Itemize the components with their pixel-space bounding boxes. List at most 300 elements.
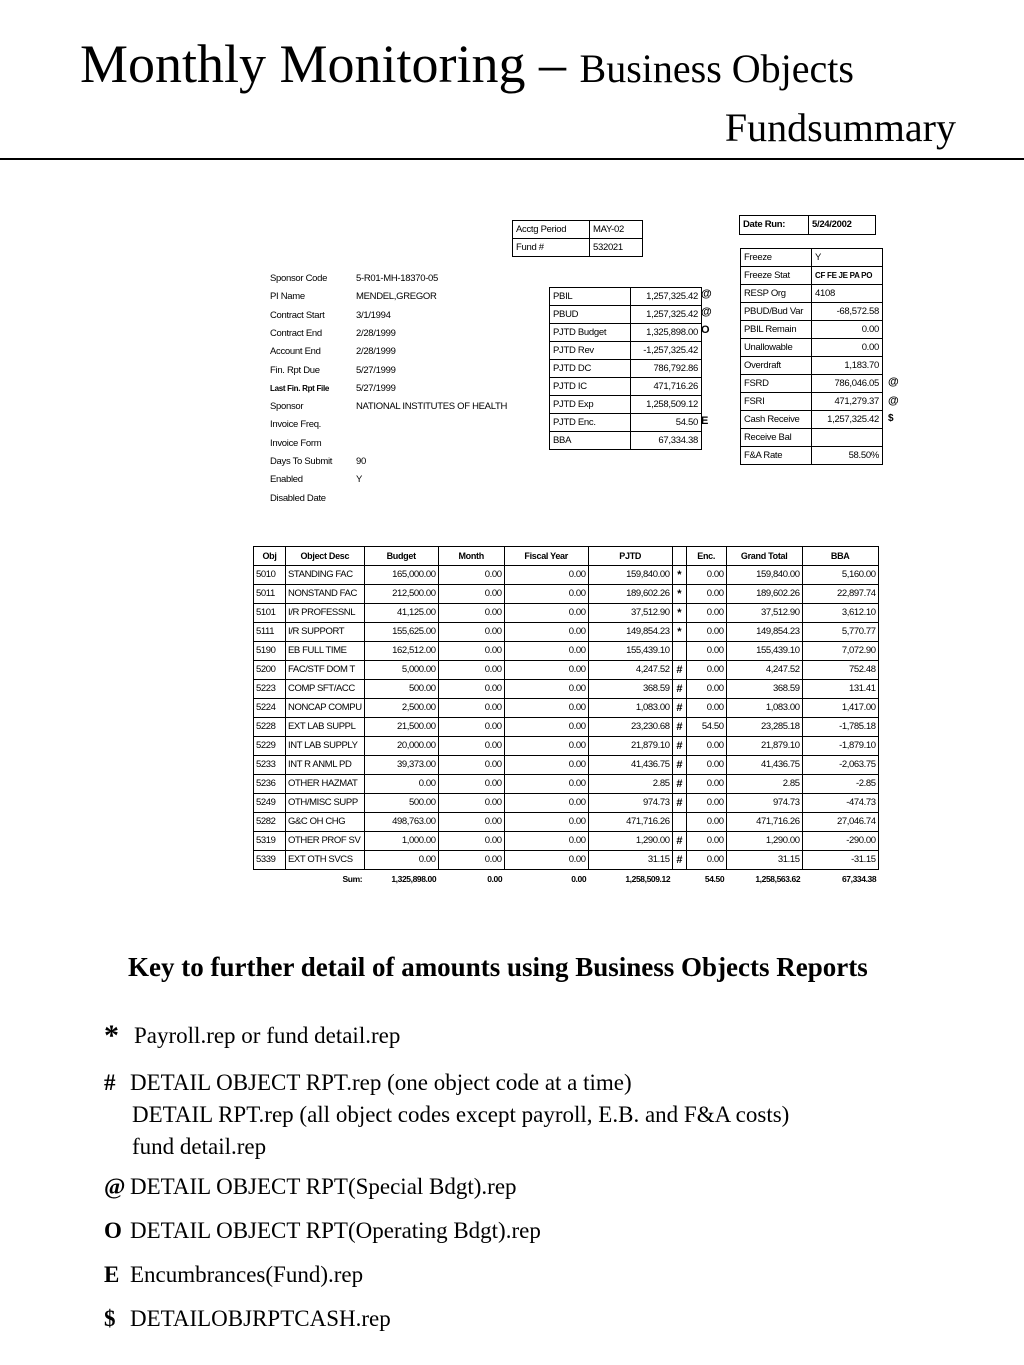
table-cell: 0.00	[438, 832, 504, 851]
fund-value: 532021	[590, 239, 643, 257]
table-cell: 149,854.23	[726, 623, 802, 642]
table-cell: 974.73	[588, 794, 672, 813]
table-cell: 21,879.10	[588, 737, 672, 756]
table-cell: 189,602.26	[588, 585, 672, 604]
table-cell: 159,840.00	[726, 566, 802, 585]
table-cell: NONSTAND FAC	[286, 585, 365, 604]
budget-row	[550, 396, 702, 414]
table-cell: 5282	[254, 813, 286, 832]
detail-key-mark: *	[672, 566, 686, 585]
table-row	[254, 680, 879, 699]
detail-key-mark: #	[672, 680, 686, 699]
table-cell: -31.15	[802, 851, 878, 870]
table-cell: 0.00	[504, 756, 588, 775]
budget-value: 67,334.38	[631, 432, 702, 450]
table-cell: 5249	[254, 794, 286, 813]
detail-key-mark	[672, 813, 686, 832]
key-item	[104, 1020, 400, 1052]
detail-key-mark: #	[672, 775, 686, 794]
column-header: PJTD	[588, 547, 672, 566]
table-cell: 0.00	[504, 623, 588, 642]
table-cell: 39,373.00	[364, 756, 438, 775]
status-value-text: 1,257,325.42	[827, 413, 879, 425]
date-run-table	[739, 215, 876, 235]
period-row	[513, 221, 643, 239]
table-cell: 0.00	[504, 642, 588, 661]
status-row	[741, 303, 883, 321]
sum-row	[254, 870, 879, 889]
sum-cell	[672, 870, 686, 889]
table-cell: 0.00	[504, 566, 588, 585]
table-cell: NONCAP COMPU	[286, 699, 365, 718]
detail-key-mark: *	[672, 604, 686, 623]
budget-label: PJTD Enc.	[550, 414, 631, 432]
status-row	[741, 447, 883, 465]
key-description: Encumbrances(Fund).rep	[130, 1262, 364, 1287]
table-cell: 0.00	[504, 585, 588, 604]
table-cell: 0.00	[686, 775, 726, 794]
table-cell: 0.00	[686, 832, 726, 851]
detail-key-mark: @	[701, 288, 712, 300]
status-value	[812, 267, 883, 285]
budget-label: BBA	[550, 432, 631, 450]
status-row	[741, 249, 883, 267]
column-header: Fiscal Year	[504, 547, 588, 566]
status-value-text: 471,279.37	[834, 395, 879, 407]
table-cell: 0.00	[504, 604, 588, 623]
detail-key-mark: #	[672, 794, 686, 813]
fund-label: Fund #	[513, 239, 590, 257]
status-row	[741, 375, 883, 393]
table-cell: -2.85	[802, 775, 878, 794]
table-cell: 4,247.52	[588, 661, 672, 680]
table-cell: 159,840.00	[588, 566, 672, 585]
table-cell: 189,602.26	[726, 585, 802, 604]
sponsor-field-label: Sponsor Code	[270, 273, 328, 284]
table-cell: 23,230.68	[588, 718, 672, 737]
status-label: F&A Rate	[741, 447, 812, 465]
key-symbol: E	[104, 1262, 120, 1287]
sponsor-field-label: Disabled Date	[270, 492, 326, 504]
key-symbol: *	[104, 1019, 119, 1052]
table-cell: 5111	[254, 623, 286, 642]
status-value-text: 0.00	[861, 341, 879, 353]
table-cell: 0.00	[504, 699, 588, 718]
table-cell: 1,290.00	[726, 832, 802, 851]
date-run-label: Date Run:	[740, 216, 809, 235]
table-row	[254, 737, 879, 756]
table-cell: 5200	[254, 661, 286, 680]
status-value-text: 58.50	[848, 449, 871, 461]
key-title: Key to further detail of amounts using Business Objects Reports	[128, 952, 868, 982]
table-cell: 0.00	[364, 851, 438, 870]
table-cell: 37,512.90	[726, 604, 802, 623]
sum-cell: 67,334.38	[841, 874, 877, 884]
table-cell: 155,625.00	[364, 623, 438, 642]
table-cell: 37,512.90	[588, 604, 672, 623]
status-row	[741, 411, 883, 429]
table-cell: 0.00	[686, 851, 726, 870]
table-cell: 498,763.00	[364, 813, 438, 832]
table-cell: 0.00	[686, 642, 726, 661]
sponsor-field-label: PI Name	[270, 291, 305, 303]
detail-key-mark: #	[672, 718, 686, 737]
budget-value: 1,257,325.42	[631, 306, 702, 324]
sponsor-field-value: Y	[356, 474, 363, 486]
table-cell: 22,897.74	[802, 585, 878, 604]
object-detail-table	[253, 546, 879, 888]
detail-key-mark	[672, 642, 686, 661]
budget-value: 786,792.86	[631, 360, 702, 378]
table-row	[254, 699, 879, 718]
table-cell: FAC/STF DOM T	[286, 661, 365, 680]
table-cell: 0.00	[438, 794, 504, 813]
sum-cell: 54.50	[704, 874, 725, 884]
page-title	[80, 34, 854, 99]
period-value: MAY-02	[590, 221, 643, 239]
table-cell: 0.00	[686, 794, 726, 813]
table-cell: 0.00	[438, 813, 504, 832]
detail-key-mark: @	[888, 394, 899, 407]
table-cell: 0.00	[504, 851, 588, 870]
table-cell: 500.00	[364, 794, 438, 813]
table-cell: 0.00	[686, 566, 726, 585]
table-cell: 5224	[254, 699, 286, 718]
sum-cell: 1,258,509.12	[625, 874, 671, 884]
title-main-text: Monthly Monitoring	[80, 34, 526, 94]
table-cell: 0.00	[438, 756, 504, 775]
detail-key-mark: $	[888, 412, 894, 424]
table-cell: 368.59	[726, 680, 802, 699]
table-cell: 0.00	[686, 813, 726, 832]
status-label: PBUD/Bud Var	[741, 303, 812, 321]
table-cell: INT LAB SUPPLY	[286, 737, 365, 756]
table-row	[254, 851, 879, 870]
table-cell: 0.00	[504, 832, 588, 851]
title-divider	[0, 158, 1024, 160]
table-cell: 0.00	[438, 680, 504, 699]
title-sub-text: Business Objects	[579, 46, 854, 91]
table-cell: 0.00	[438, 661, 504, 680]
status-row	[741, 267, 883, 285]
table-cell: I/R SUPPORT	[286, 623, 365, 642]
sum-cell	[254, 870, 286, 889]
table-cell: OTH/MISC SUPP	[286, 794, 365, 813]
title-line2: Fundsummary	[724, 105, 956, 150]
percent-sign: %	[870, 449, 879, 461]
period-label: Acctg Period	[513, 221, 590, 239]
status-value	[812, 393, 883, 411]
column-header	[672, 547, 686, 566]
key-item	[104, 1303, 391, 1335]
table-cell: 4,247.52	[726, 661, 802, 680]
detail-key-mark: #	[672, 699, 686, 718]
status-value	[812, 429, 883, 447]
table-cell: 5223	[254, 680, 286, 699]
budget-label: PBUD	[550, 306, 631, 324]
table-cell: 5236	[254, 775, 286, 794]
table-row	[254, 794, 879, 813]
table-cell: 1,083.00	[588, 699, 672, 718]
table-cell: 752.48	[802, 661, 878, 680]
status-value-text: 786,046.05	[834, 377, 879, 389]
sponsor-field-value: 5/27/1999	[356, 382, 396, 394]
table-cell: OTHER HAZMAT	[286, 775, 365, 794]
budget-row	[550, 324, 702, 342]
table-cell: 0.00	[686, 699, 726, 718]
budget-row	[550, 342, 702, 360]
table-cell: 0.00	[504, 680, 588, 699]
table-cell: 41,436.75	[726, 756, 802, 775]
sponsor-field-label: Fin. Rpt Due	[270, 364, 320, 376]
status-label: RESP Org	[741, 285, 812, 303]
table-cell: 131.41	[802, 680, 878, 699]
budget-row	[550, 360, 702, 378]
table-cell: 0.00	[438, 566, 504, 585]
table-cell: 0.00	[438, 737, 504, 756]
key-description: Payroll.rep or fund detail.rep	[134, 1023, 401, 1048]
detail-key-mark: *	[672, 585, 686, 604]
table-cell: EB FULL TIME	[286, 642, 365, 661]
key-description: DETAIL OBJECT RPT(Operating Bdgt).rep	[130, 1218, 541, 1243]
key-item	[104, 1171, 517, 1203]
table-cell: 0.00	[686, 604, 726, 623]
sum-cell: 1,325,898.00	[391, 874, 437, 884]
key-description: fund detail.rep	[132, 1134, 267, 1159]
table-cell: COMP SFT/ACC	[286, 680, 365, 699]
status-row	[741, 429, 883, 447]
key-description: DETAIL OBJECT RPT(Special Bdgt).rep	[130, 1174, 517, 1199]
sponsor-field-value: 5/27/1999	[356, 364, 396, 376]
budget-label: PJTD Exp	[550, 396, 631, 414]
key-description: DETAIL RPT.rep (all object codes except payroll, E.B. and F&A costs)	[132, 1102, 790, 1127]
status-value	[812, 375, 883, 393]
budget-label: PJTD Budget	[550, 324, 631, 342]
table-cell: 5319	[254, 832, 286, 851]
key-description: DETAILOBJRPTCASH.rep	[130, 1306, 391, 1331]
column-header: Grand Total	[726, 547, 802, 566]
table-row	[254, 585, 879, 604]
table-cell: 2.85	[588, 775, 672, 794]
table-row	[254, 566, 879, 585]
status-label: Unallowable	[741, 339, 812, 357]
key-item	[104, 1067, 789, 1163]
table-cell: 5,160.00	[802, 566, 878, 585]
status-row	[741, 357, 883, 375]
table-cell: 5,770.77	[802, 623, 878, 642]
fund-row	[513, 239, 643, 257]
table-row	[254, 718, 879, 737]
table-row	[254, 775, 879, 794]
sponsor-field-label: Account End	[270, 346, 321, 358]
status-label: FSRI	[741, 393, 812, 411]
detail-key-mark: @	[888, 376, 899, 389]
table-cell: 0.00	[504, 661, 588, 680]
status-row	[741, 321, 883, 339]
column-header: Obj	[254, 547, 286, 566]
table-cell: G&C OH CHG	[286, 813, 365, 832]
status-value-text: -68,572.58	[836, 305, 879, 317]
sum-cell: 0.00	[487, 874, 503, 884]
sponsor-field-label: Invoice Form	[270, 437, 322, 449]
table-cell: 149,854.23	[588, 623, 672, 642]
key-symbol: #	[104, 1070, 116, 1095]
status-value-text: Y	[815, 251, 822, 263]
detail-key-mark: #	[672, 661, 686, 680]
table-cell: OTHER PROF SV	[286, 832, 365, 851]
table-cell: 5339	[254, 851, 286, 870]
status-label: Receive Bal	[741, 429, 812, 447]
table-cell: 23,285.18	[726, 718, 802, 737]
table-cell: 0.00	[504, 775, 588, 794]
detail-key-mark: O	[701, 324, 710, 337]
budget-label: PJTD Rev	[550, 342, 631, 360]
status-label: FSRD	[741, 375, 812, 393]
budget-value: -1,257,325.42	[631, 342, 702, 360]
sum-cell: 0.00	[571, 874, 587, 884]
sponsor-field-value: 5-R01-MH-18370-05	[356, 273, 439, 284]
table-cell: 974.73	[726, 794, 802, 813]
status-value	[812, 357, 883, 375]
table-cell: 500.00	[364, 680, 438, 699]
status-row	[741, 339, 883, 357]
status-value-text: 0.00	[861, 323, 879, 335]
table-cell: 368.59	[588, 680, 672, 699]
detail-key-mark: @	[701, 306, 712, 319]
table-cell: 0.00	[686, 680, 726, 699]
title-dash: –	[525, 34, 580, 94]
column-header: Object Desc	[286, 547, 365, 566]
budget-row	[550, 414, 702, 432]
status-value	[812, 321, 883, 339]
table-row	[254, 813, 879, 832]
table-cell: 1,290.00	[588, 832, 672, 851]
sponsor-field-label: Contract Start	[270, 309, 325, 321]
sponsor-field-label: Last Fin. Rpt File	[270, 383, 330, 393]
table-cell: 155,439.10	[726, 642, 802, 661]
table-cell: 27,046.74	[802, 813, 878, 832]
table-cell: 471,716.26	[726, 813, 802, 832]
table-cell: 1,000.00	[364, 832, 438, 851]
table-cell: 20,000.00	[364, 737, 438, 756]
budget-value: 54.50	[631, 414, 702, 432]
table-cell: 5233	[254, 756, 286, 775]
table-cell: 21,500.00	[364, 718, 438, 737]
table-cell: 0.00	[686, 585, 726, 604]
budget-value: 1,258,509.12	[631, 396, 702, 414]
table-cell: 2.85	[726, 775, 802, 794]
budget-value: 1,257,325.42	[631, 288, 702, 306]
table-cell: 212,500.00	[364, 585, 438, 604]
table-cell: 5101	[254, 604, 286, 623]
detail-key-mark: #	[672, 832, 686, 851]
table-cell: -1,879.10	[802, 737, 878, 756]
budget-value: 1,325,898.00	[631, 324, 702, 342]
table-cell: 0.00	[504, 737, 588, 756]
table-cell: 165,000.00	[364, 566, 438, 585]
status-label: Overdraft	[741, 357, 812, 375]
table-cell: 0.00	[438, 623, 504, 642]
table-cell: 21,879.10	[726, 737, 802, 756]
status-value	[812, 249, 883, 267]
table-cell: 31.15	[726, 851, 802, 870]
budget-row	[550, 306, 702, 324]
table-cell: 471,716.26	[588, 813, 672, 832]
status-label: Freeze	[741, 249, 812, 267]
table-cell: 0.00	[438, 699, 504, 718]
sponsor-field-value: 2/28/1999	[356, 327, 396, 339]
status-value	[812, 285, 883, 303]
table-cell: 0.00	[438, 775, 504, 794]
key-symbol: O	[104, 1218, 122, 1243]
table-row	[254, 756, 879, 775]
table-row	[254, 832, 879, 851]
table-cell: EXT LAB SUPPL	[286, 718, 365, 737]
detail-key-mark: #	[672, 756, 686, 775]
table-cell: 1,083.00	[726, 699, 802, 718]
sponsor-field-value: 3/1/1994	[356, 309, 391, 321]
table-cell: -290.00	[802, 832, 878, 851]
table-cell: -2,063.75	[802, 756, 878, 775]
table-cell: I/R PROFESSNL	[286, 604, 365, 623]
status-row	[741, 393, 883, 411]
table-cell: 1,417.00	[802, 699, 878, 718]
sponsor-field-value: 2/28/1999	[356, 346, 396, 358]
budget-value: 471,716.26	[631, 378, 702, 396]
table-cell: 0.00	[504, 794, 588, 813]
sponsor-field-label: Days To Submit	[270, 456, 333, 467]
table-cell: 162,512.00	[364, 642, 438, 661]
table-cell: 0.00	[438, 642, 504, 661]
table-cell: 0.00	[686, 737, 726, 756]
sponsor-field-label: Invoice Freq.	[270, 419, 322, 431]
status-value-text: 1,183.70	[844, 359, 879, 371]
budget-summary-table	[549, 287, 702, 450]
key-item	[104, 1215, 541, 1247]
column-header: Budget	[364, 547, 438, 566]
status-value-text: CF FE JE PA PO	[815, 270, 873, 280]
table-cell: 5010	[254, 566, 286, 585]
table-cell: 41,125.00	[364, 604, 438, 623]
budget-label: PJTD IC	[550, 378, 631, 396]
detail-key-mark: E	[701, 415, 709, 428]
table-cell: 5228	[254, 718, 286, 737]
table-cell: 0.00	[686, 623, 726, 642]
status-label: Cash Receive	[741, 411, 812, 429]
table-row	[254, 661, 879, 680]
key-item	[104, 1259, 363, 1291]
sponsor-field-value: MENDEL,GREGOR	[356, 291, 437, 303]
sponsor-field-label: Enabled	[270, 474, 303, 486]
budget-row	[550, 288, 702, 306]
status-value	[812, 339, 883, 357]
table-cell: 0.00	[364, 775, 438, 794]
table-cell: INT R ANML PD	[286, 756, 365, 775]
table-cell: 54.50	[686, 718, 726, 737]
table-cell: 0.00	[438, 718, 504, 737]
table-cell: 0.00	[438, 585, 504, 604]
date-run-value: 5/24/2002	[809, 216, 876, 235]
table-cell: 5,000.00	[364, 661, 438, 680]
budget-row	[550, 432, 702, 450]
table-cell: 2,500.00	[364, 699, 438, 718]
table-cell: 155,439.10	[588, 642, 672, 661]
sponsor-field-label: Sponsor	[270, 401, 304, 413]
sponsor-field-value: NATIONAL INSTITUTES OF HEALTH	[356, 401, 508, 413]
table-cell: 0.00	[686, 756, 726, 775]
table-cell: STANDING FAC	[286, 566, 365, 585]
column-header: Month	[438, 547, 504, 566]
